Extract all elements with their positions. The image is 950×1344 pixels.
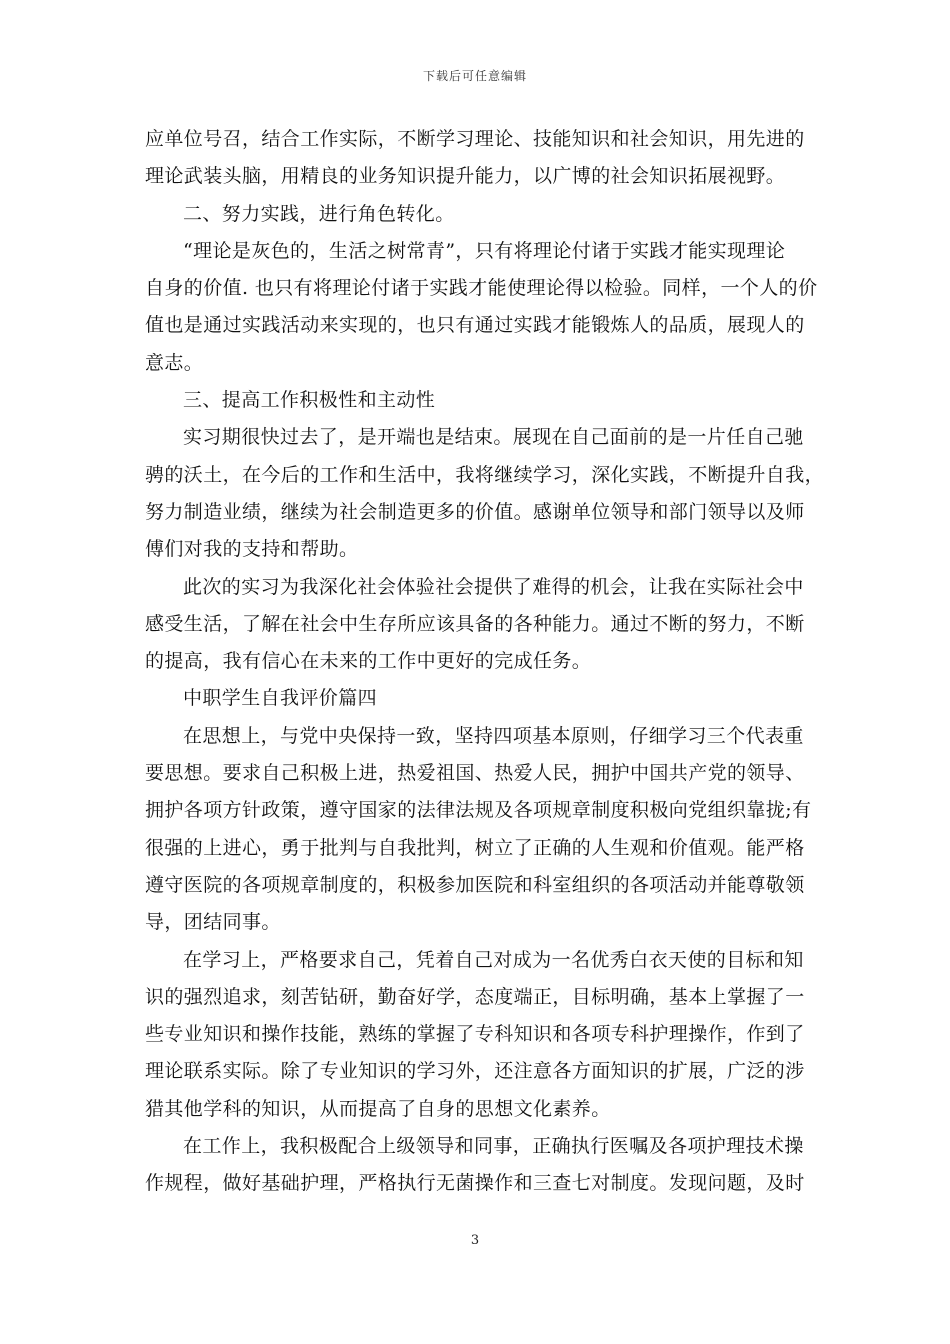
text-line: 傅们对我的支持和帮助。 xyxy=(145,538,359,561)
text-line: 很强的上进心，勇于批判与自我批判，树立了正确的人生观和价值观。能严格 xyxy=(145,836,805,859)
text-line: 三、提高工作积极性和主动性 xyxy=(183,389,436,412)
text-line: 遵守医院的各项规章制度的，积极参加医院和科室组织的各项活动并能尊敬领 xyxy=(145,873,805,896)
text-line: 意志。 xyxy=(145,351,204,374)
text-line: 此次的实习为我深化社会体验社会提供了难得的机会，让我在实际社会中 xyxy=(183,575,804,598)
document-body xyxy=(145,121,825,1203)
text-line: 导，团结同事。 xyxy=(145,911,281,934)
text-line: 识的强烈追求，刻苦钻研，勤奋好学，态度端正，目标明确，基本上掌握了一 xyxy=(145,985,805,1008)
page-number: 3 xyxy=(470,1233,480,1248)
text-line: 自身的价值. 也只有将理论付诸于实践才能使理论得以检验。同样，一个人的价 xyxy=(145,277,818,300)
text-line: 些专业知识和操作技能，熟练的掌握了专科知识和各项专科护理操作，作到了 xyxy=(145,1023,805,1046)
text-line: 拥护各项方针政策，遵守国家的法律法规及各项规章制度积极向党组织靠拢;有 xyxy=(145,799,812,822)
page-header: 下载后可任意编辑 xyxy=(422,69,527,83)
text-line: 在学习上，严格要求自己，凭着自己对成为一名优秀白衣天使的目标和知 xyxy=(183,948,804,971)
text-line: 在工作上，我积极配合上级领导和同事，正确执行医嘱及各项护理技术操 xyxy=(183,1135,804,1158)
text-line: 应单位号召，结合工作实际，不断学习理论、技能知识和社会知识，用先进的 xyxy=(145,128,805,150)
text-line: 实习期很快过去了，是开端也是结束。展现在自己面前的是一片任自己驰 xyxy=(183,426,804,449)
text-line: 中职学生自我评价篇四 xyxy=(183,687,378,710)
text-line: 骋的沃土，在今后的工作和生活中，我将继续学习，深化实践，不断提升自我， xyxy=(145,463,825,486)
text-line: 理论联系实际。除了专业知识的学习外，还注意各方面知识的扩展，广泛的涉 xyxy=(145,1060,805,1083)
text-line: 的提高，我有信心在未来的工作中更好的完成任务。 xyxy=(145,650,592,673)
text-line: 努力制造业绩，继续为社会制造更多的价值。感谢单位领导和部门领导以及师 xyxy=(145,500,805,523)
text-line: 要思想。要求自己积极上进，热爱祖国、热爱人民，拥护中国共产党的领导、 xyxy=(145,762,805,785)
text-line: “理论是灰色的，生活之树常青”，只有将理论付诸于实践才能实现理论 xyxy=(183,239,786,262)
text-line: 二、努力实践，进行角色转化。 xyxy=(183,202,455,225)
text-line: 值也是通过实践活动来实现的，也只有通过实践才能锻炼人的品质，展现人的 xyxy=(145,314,805,337)
text-line: 猎其他学科的知识，从而提高了自身的思想文化素养。 xyxy=(145,1097,611,1120)
text-line: 理论武装头脑，用精良的业务知识提升能力，以广博的社会知识拓展视野。 xyxy=(145,165,786,188)
text-line: 作规程，做好基础护理，严格执行无菌操作和三查七对制度。发现问题，及时 xyxy=(145,1172,805,1195)
text-line: 在思想上，与党中央保持一致，坚持四项基本原则，仔细学习三个代表重 xyxy=(183,724,804,747)
text-line: 感受生活，了解在社会中生存所应该具备的各种能力。通过不断的努力，不断 xyxy=(145,612,805,635)
